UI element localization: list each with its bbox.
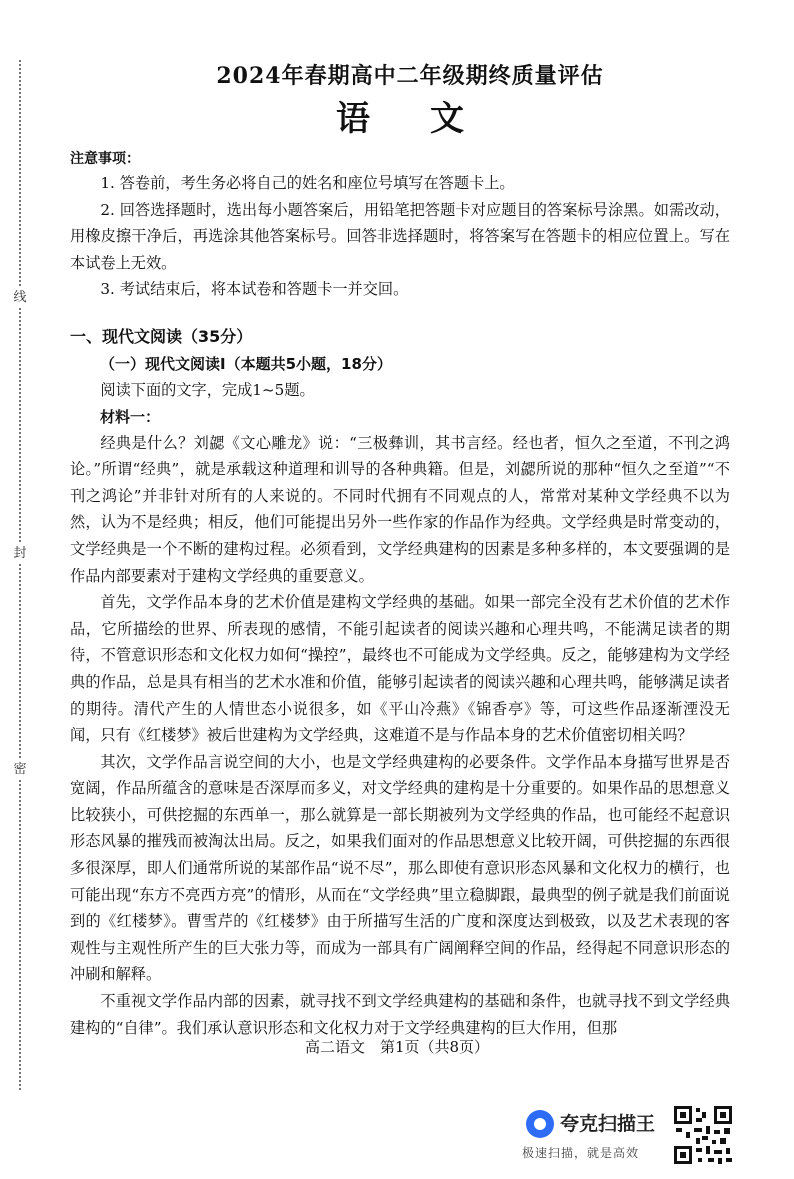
section-heading: 一、现代文阅读（35分） [70,326,253,346]
subsection-heading: （一）现代文阅读Ⅰ（本题共5小题，18分） [100,354,392,373]
page-footer: 高二语文 第1页（共8页） [304,1038,490,1056]
binding-mark-xian: 线 [10,288,30,308]
note-item: 2. 回答选择题时，选出每小题答案后，用铅笔把答题卡对应题目的答案标号涂黑。如需改动，用橡皮擦干净后，再选涂其他答案标号。回答非选择题时，将答案写在答题卡的相应位置上。写在本试卷上无效。 [70,200,730,272]
exam-page [70,60,730,1041]
binding-mark-feng: 封 [10,544,30,564]
scanner-logo-icon [526,1110,554,1138]
body-paragraph: 不重视文学作品内部的因素，就寻找不到文学经典建构的基础和条件，也就寻找不到文学经典建构的“自律”。我们承认意识形态和文化权力对于文学经典建构的巨大作用，但那 [70,992,730,1037]
material-label: 材料一： [100,407,161,426]
scanner-watermark [522,1104,742,1166]
body-paragraph: 首先，文学作品本身的艺术价值是建构文学经典的基础。如果一部完全没有艺术价值的艺术作品，它所描绘的世界、所表现的感情，不能引起读者的阅读兴趣和心理共鸣，不能满足读者的期待，不管意识形态和文化权力如何“操控”，最终也不可能成为文学经典。反之，能够建构为文学经典的作品，总是具有相当的艺术水准和价值，能够引起读者的阅读兴趣和心理共鸣，能够满足读者的期待。清代产生的人情世态小说很多，如《平山冷燕》《锦香亭》等，可这些作品逐渐湮没无闻，只有《红楼梦》被后世建构为文学经典，这难道不是与作品本身的艺术价值密切相关吗？ [70,593,730,745]
subject-title: 语文 [336,99,524,139]
scanner-slogan: 极速扫描，就是高效 [522,1146,640,1160]
binding-dotted-line [19,60,21,1090]
exam-title: 2024年春期高中二年级期终质量评估 [216,63,604,89]
instruction-text: 阅读下面的文字，完成1~5题。 [100,380,315,399]
binding-mark-mi: 密 [10,760,30,780]
body-paragraph: 经典是什么？刘勰《文心雕龙》说：“三极彝训，其书言经。经也者，恒久之至道，不刊之鸿论。”所谓“经典”，就是承载这种道理和训导的各种典籍。但是，刘勰所说的那种“恒久之至道”“不刊之鸿论”并非针对所有的人来说的。不同时代拥有不同观点的人，常常对某种文学经典不以为然，认为不是经典；相反，他们可能提出另外一些作家的作品作为经典。文学经典是时常变动的，文学经典是一个不断的建构过程。必须看到，文学经典建构的因素是多种多样的，本文要强调的是作品内部要素对于建构文学经典的重要意义。 [70,433,730,585]
notes-label: 注意事项： [70,151,140,167]
binding-line [8,60,32,1090]
note-item: 3. 考试结束后，将本试卷和答题卡一并交回。 [100,280,409,299]
scanner-name: 夸克扫描王 [560,1113,656,1135]
body-paragraph: 其次，文学作品言说空间的大小，也是文学经典建构的必要条件。文学作品本身描写世界是否宽阔，作品所蕴含的意味是否深厚而多义，对文学经典的建构是十分重要的。如果作品的思想意义比较狭小，可供挖掘的东西单一，那么就算是一部长期被列为文学经典的作品，也可能经不起意识形态风暴的摧残而被淘汰出局。反之，如果我们面对的作品思想意义比较开阔，可供挖掘的东西很多很深厚，即人们通常所说的某部作品“说不尽”，那么即使有意识形态风暴和文化权力的横行，也可能出现“东方不亮西方亮”的情形，从而在“文学经典”里立稳脚跟，最典型的例子就是我们前面说到的《红楼梦》。曹雪芹的《红楼梦》由于所描写生活的广度和深度达到极致，以及艺术表现的客观性与主观性所产生的巨大张力等，而成为一部具有广阔阐释空间的作品，经得起不同意识形态的冲刷和解释。 [70,752,730,984]
note-item: 1. 答卷前，考生务必将自己的姓名和座位号填写在答题卡上。 [100,174,515,192]
qr-code-icon [672,1104,734,1166]
